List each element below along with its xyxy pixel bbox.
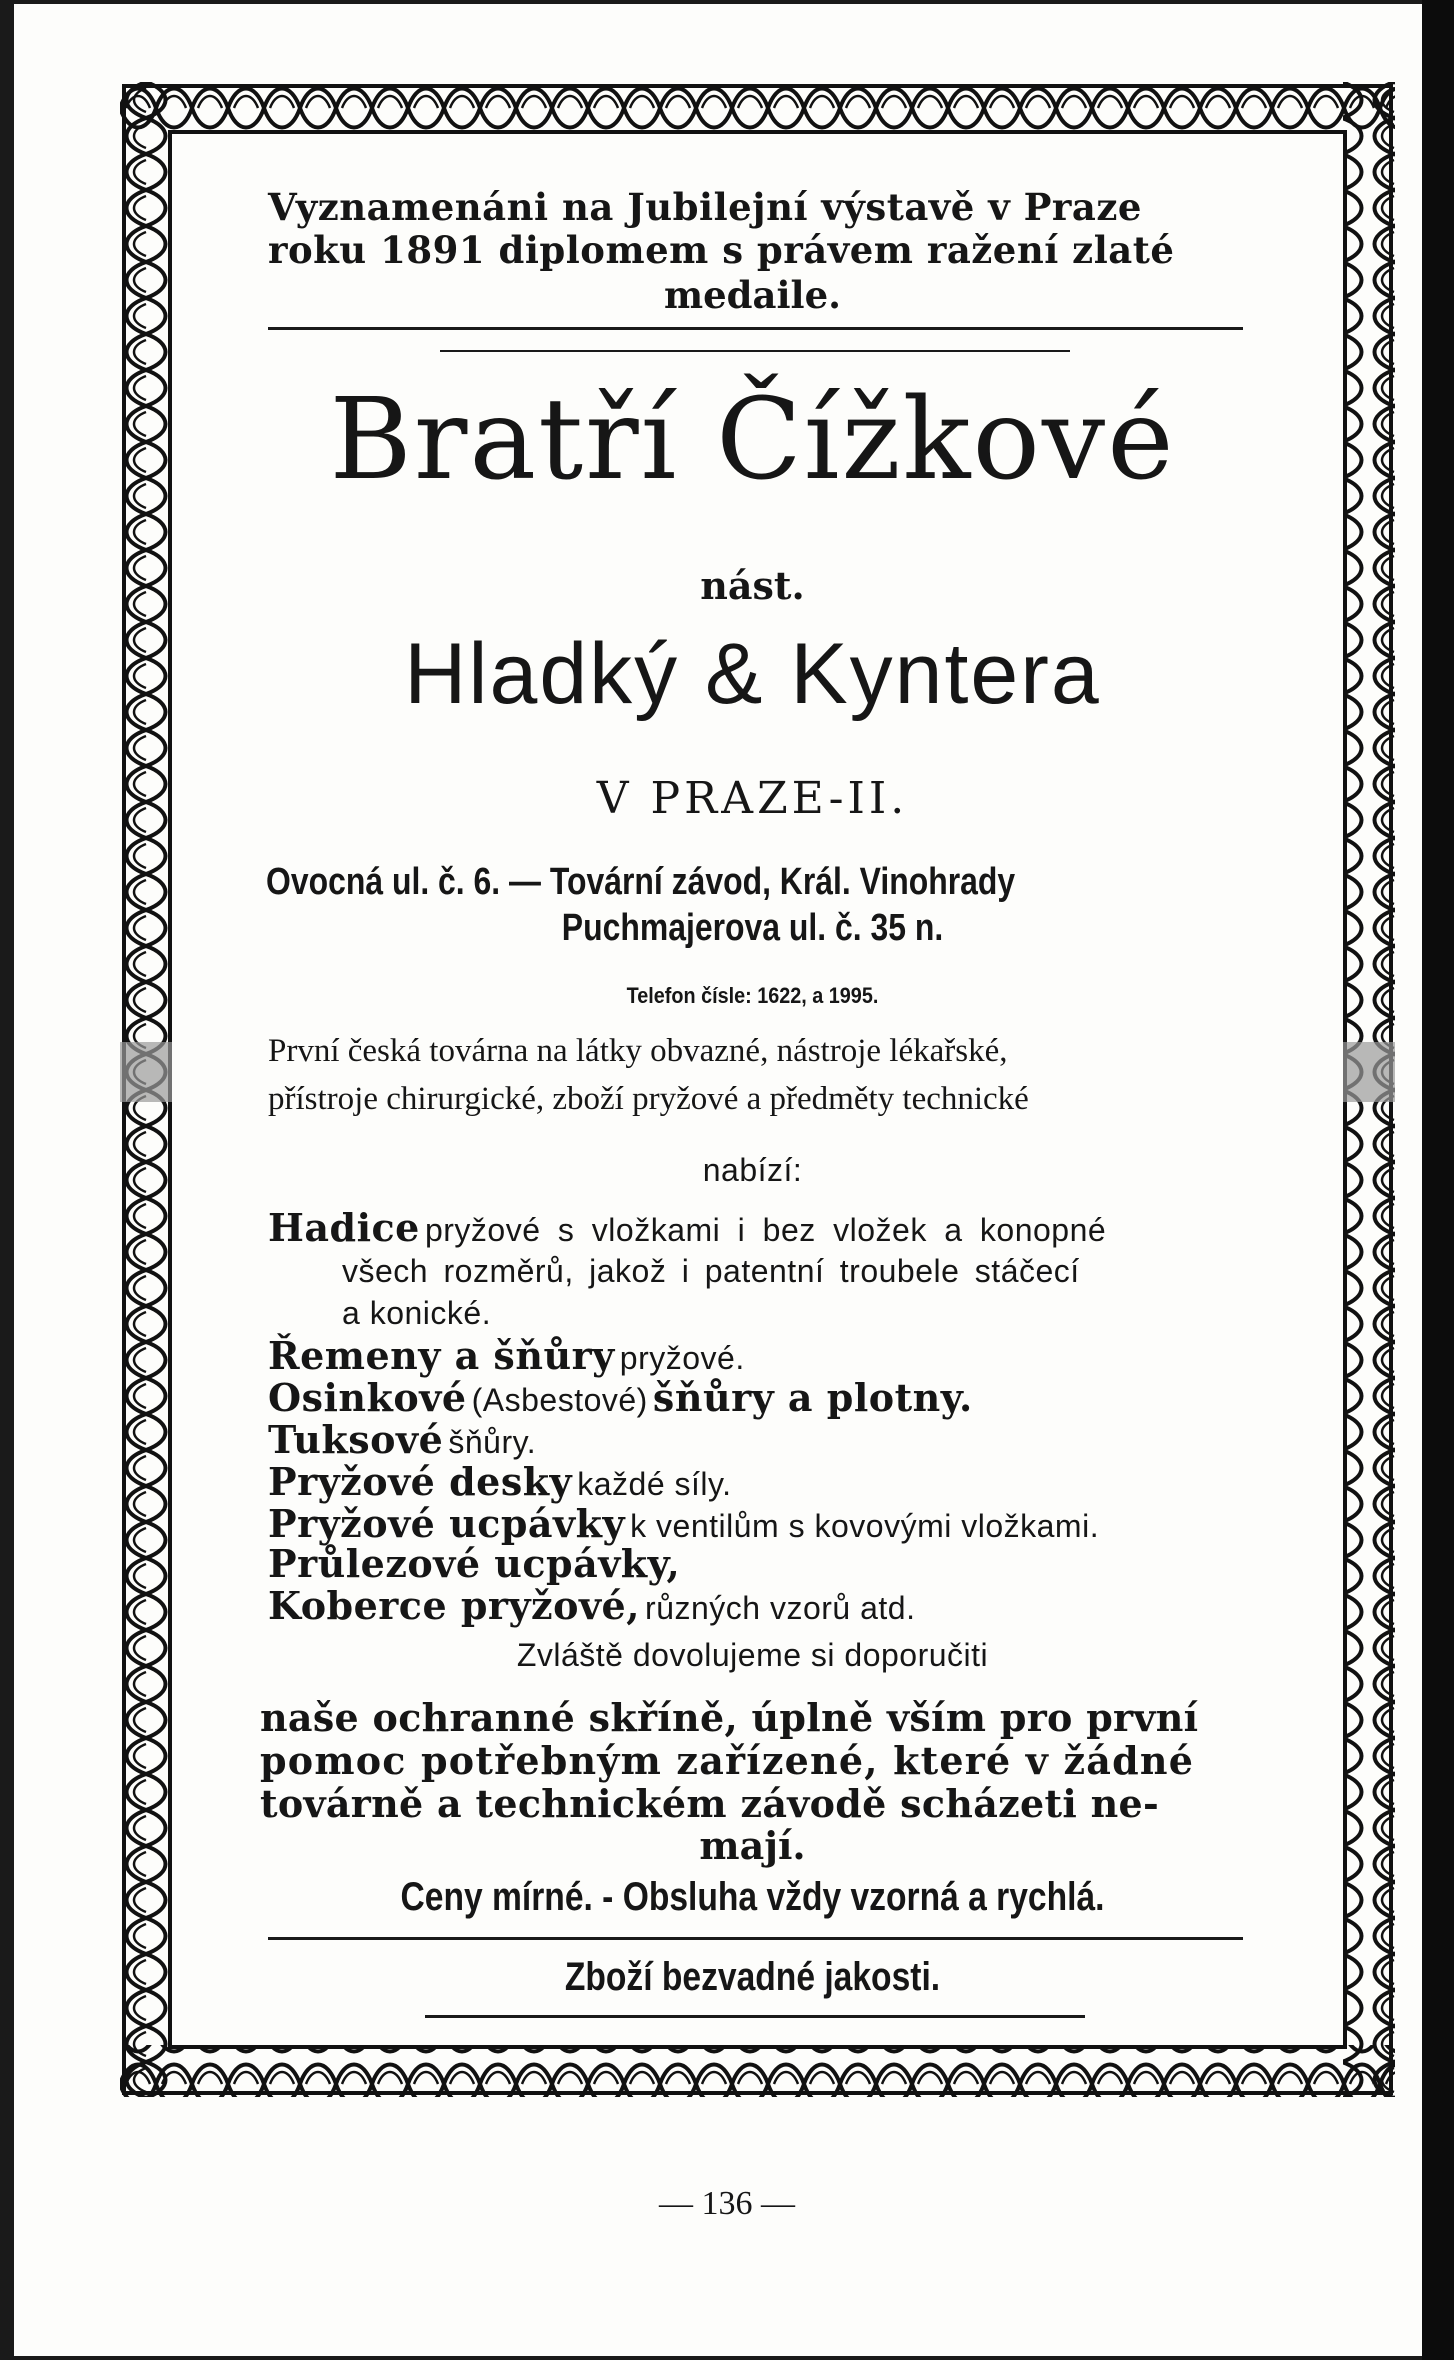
intro-line-2: přístroje chirurgické, zboží pryžové a předměty technické <box>268 1081 1029 1117</box>
award-line-3: medaile. <box>663 273 842 317</box>
successor-name: Hladký & Kyntera <box>404 626 1101 722</box>
company-name: Bratří Čížkové <box>329 375 1176 505</box>
offers-label: nabízí: <box>702 1152 803 1188</box>
product-line: Pryžové desky každé síly. <box>268 1459 732 1504</box>
scan-edge <box>1422 0 1454 2360</box>
product-line: a konické. <box>342 1295 492 1331</box>
product-line: Hadice pryžové s vložkami i bez vložek a konopné <box>268 1205 1107 1250</box>
product-line: Osinkové (Asbestové) šňůry a plotny. <box>268 1375 973 1420</box>
recommend-line-4: mají. <box>699 1823 806 1868</box>
page-number: — 136 — <box>659 2185 795 2222</box>
product-line: Koberce pryžové, různých vzorů atd. <box>268 1583 916 1628</box>
recommend-line-1: naše ochranné skříně, úplně vším pro první <box>260 1695 1199 1740</box>
phone: Telefon čísle: 1622, a 1995. <box>626 983 879 1008</box>
product-line: Tuksové šňůry. <box>268 1417 537 1462</box>
divider <box>268 1937 1243 1940</box>
recommend-line-2: pomoc potřebným zařízené, které v žádné <box>260 1738 1195 1783</box>
product-line: Pryžové ucpávky k ventilům s kovovými vložkami. <box>268 1501 1100 1546</box>
address-line-1: Ovocná ul. č. 6. — Tovární závod, Král. Vinohrady <box>266 861 1016 903</box>
intro-line-1: První česká továrna na látky obvazné, nástroje lékařské, <box>268 1033 1008 1069</box>
product-line: Řemeny a šňůry pryžové. <box>268 1333 745 1378</box>
quality-note: Zboží bezvadné jakosti. <box>564 1955 941 1999</box>
address-line-2: Puchmajerova ul. č. 35 n. <box>561 907 944 949</box>
award-line-2: roku 1891 diplomem s právem ražení zlaté <box>268 228 1175 272</box>
recommend-line-3: továrně a technickém závodě scházeti ne- <box>260 1781 1160 1826</box>
divider <box>268 327 1243 330</box>
product-line: Průlezové ucpávky, <box>268 1541 681 1586</box>
recommend-lead: Zvláště dovolujeme si doporučiti <box>516 1637 989 1673</box>
successor-label: nást. <box>700 563 805 608</box>
product-line: všech rozměrů, jakož i patentní troubele stáčecí <box>342 1253 1080 1289</box>
award-line-1: Vyznamenáni na Jubilejní výstavě v Praze <box>268 185 1142 229</box>
divider <box>440 350 1070 352</box>
city: V PRAZE-II. <box>596 773 909 824</box>
prices-note: Ceny mírné. - Obsluha vždy vzorná a rychlá. <box>400 1875 1105 1919</box>
divider <box>425 2015 1085 2018</box>
